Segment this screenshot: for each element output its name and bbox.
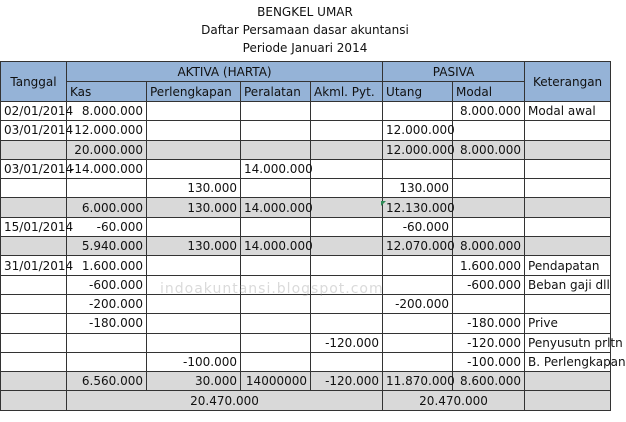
cell-utang[interactable]: 11.870.000 [383,372,453,391]
cell-keterangan[interactable] [525,179,611,198]
cell-kas[interactable]: 1.600.000 [67,256,147,275]
cell-akml-pyt[interactable] [311,198,383,217]
table-row [1,275,611,294]
cell-peralatan[interactable] [241,294,311,313]
cell-date[interactable]: 15/01/2014 [1,217,67,236]
cell-perlengkapan[interactable]: 130.000 [147,198,241,217]
cell-keterangan[interactable] [525,372,611,391]
total-pasiva[interactable]: 20.470.000 [383,391,525,410]
table-body [1,102,626,391]
cell-date[interactable] [1,372,67,391]
cell-modal[interactable] [453,198,525,217]
cell-akml-pyt[interactable] [311,102,383,121]
cell-date[interactable] [1,275,67,294]
cell-peralatan[interactable] [241,179,311,198]
header-modal[interactable]: Modal [453,82,525,102]
table-row [1,256,611,275]
header-utang[interactable]: Utang [383,82,453,102]
cell-utang[interactable] [383,159,453,178]
cell-keterangan[interactable]: Pendapatan [525,256,611,275]
cell-kas[interactable] [67,333,147,352]
cell-perlengkapan[interactable]: -100.000 [147,352,241,371]
cell-keterangan[interactable] [525,121,611,140]
table-row [1,179,611,198]
table-row [1,352,611,371]
cell-keterangan[interactable]: Beban gaji dll [525,275,611,294]
cell-date[interactable] [1,352,67,371]
cell-utang[interactable]: 12.070.000 [383,237,453,256]
header-pasiva[interactable]: PASIVA [383,62,525,82]
cell-kas[interactable] [67,179,147,198]
cell-akml-pyt[interactable] [311,121,383,140]
subtotal-row [1,198,611,217]
table-row [1,294,611,313]
cell-keterangan[interactable]: Prive [525,314,611,333]
cell-utang[interactable] [383,102,453,121]
header-perlengkapan[interactable]: Perlengkapan [147,82,241,102]
subtotal-row [1,372,611,391]
cell-modal[interactable]: 8.000.000 [453,140,525,159]
cell-modal[interactable]: -120.000 [453,333,525,352]
total-aktiva[interactable]: 20.470.000 [67,391,383,410]
cell-empty[interactable] [525,391,611,410]
cell-kas[interactable]: 6.560.000 [67,372,147,391]
cell-modal[interactable] [453,121,525,140]
table-row [1,121,611,140]
cell-perlengkapan[interactable] [147,140,241,159]
cell-akml-pyt[interactable] [311,256,383,275]
cell-keterangan[interactable] [525,217,611,236]
cell-kas[interactable]: -180.000 [67,314,147,333]
cell-perlengkapan[interactable] [147,159,241,178]
cell-utang[interactable]: 12.000.000 [383,140,453,159]
report-title: Daftar Persamaan dasar akuntansi [201,23,409,37]
cell-peralatan[interactable]: 14.000.000 [241,237,311,256]
cell-kas[interactable]: 8.000.000 [67,102,147,121]
cell-modal[interactable]: -600.000 [453,275,525,294]
cell-keterangan[interactable]: B. Perlengkapan [525,352,611,371]
cell-perlengkapan[interactable] [147,102,241,121]
cell-date[interactable]: 31/01/2014 [1,256,67,275]
header-keterangan[interactable]: Keterangan [525,62,611,102]
cell-akml-pyt[interactable] [311,237,383,256]
cell-date[interactable]: 03/01/2014 [1,159,67,178]
subtotal-row [1,237,611,256]
cell-date[interactable] [1,294,67,313]
table-row [1,217,611,236]
cell-utang[interactable]: 12.000.000 [383,121,453,140]
cell-peralatan[interactable] [241,314,311,333]
cell-keterangan[interactable] [525,140,611,159]
cell-kas[interactable]: 20.000.000 [67,140,147,159]
cell-akml-pyt[interactable] [311,140,383,159]
cell-modal[interactable]: -180.000 [453,314,525,333]
cell-peralatan[interactable] [241,140,311,159]
header-peralatan[interactable]: Peralatan [241,82,311,102]
cell-utang[interactable]: 12.130.000 [383,198,453,217]
cell-peralatan[interactable] [241,102,311,121]
cell-perlengkapan[interactable] [147,121,241,140]
cell-perlengkapan[interactable]: 130.000 [147,179,241,198]
cell-utang[interactable]: -200.000 [383,294,453,313]
cell-date[interactable] [1,314,67,333]
cell-peralatan[interactable] [241,121,311,140]
cell-keterangan[interactable] [525,237,611,256]
cell-peralatan[interactable] [241,333,311,352]
cell-keterangan[interactable] [525,198,611,217]
report-period: Periode Januari 2014 [242,41,368,55]
cell-perlengkapan[interactable]: 130.000 [147,237,241,256]
cell-modal[interactable] [453,159,525,178]
header-akml-pyt[interactable]: Akml. Pyt. [311,82,383,102]
cell-perlengkapan[interactable] [147,256,241,275]
cell-keterangan[interactable] [525,294,611,313]
watermark-text: indoakuntansi.blogspot.com [160,281,384,297]
table-row [1,314,611,333]
cell-date[interactable] [1,333,67,352]
cell-akml-pyt[interactable] [311,294,383,313]
cell-modal[interactable] [453,294,525,313]
cell-perlengkapan[interactable]: 30.000 [147,372,241,391]
cell-utang[interactable] [383,352,453,371]
cell-modal[interactable]: 1.600.000 [453,256,525,275]
cell-utang[interactable]: -60.000 [383,217,453,236]
header-tanggal[interactable]: Tanggal [1,62,67,102]
cell-kas[interactable]: -60.000 [67,217,147,236]
cell-akml-pyt[interactable] [311,179,383,198]
cell-akml-pyt[interactable] [311,159,383,178]
cell-comment-marker [381,201,386,206]
cell-date[interactable]: 03/01/2014 [1,121,67,140]
cell-modal[interactable]: 8.000.000 [453,102,525,121]
cell-peralatan[interactable]: 14.000.000 [241,198,311,217]
cell-date[interactable] [1,237,67,256]
cell-keterangan[interactable] [525,159,611,178]
table-row [1,159,611,178]
table-row [1,333,611,352]
cell-utang[interactable] [383,275,453,294]
subtotal-row [1,140,611,159]
cell-akml-pyt[interactable] [311,352,383,371]
cell-kas[interactable]: -200.000 [67,294,147,313]
cell-modal[interactable] [453,179,525,198]
cell-akml-pyt[interactable] [311,217,383,236]
cell-utang[interactable] [383,314,453,333]
report-header [0,0,610,61]
cell-date[interactable]: 02/01/2014 [1,102,67,121]
cell-modal[interactable]: 8.600.000 [453,372,525,391]
cell-keterangan[interactable]: Penyusutn prltn [525,333,611,352]
cell-akml-pyt[interactable] [311,275,383,294]
cell-perlengkapan[interactable] [147,275,241,294]
cell-perlengkapan[interactable] [147,294,241,313]
cell-date[interactable] [1,198,67,217]
cell-kas[interactable]: 5.940.000 [67,237,147,256]
cell-modal[interactable] [453,217,525,236]
grand-total-row [1,391,611,410]
cell-utang[interactable] [383,333,453,352]
cell-peralatan[interactable] [241,217,311,236]
cell-kas[interactable]: -600.000 [67,275,147,294]
cell-modal[interactable]: 8.000.000 [453,237,525,256]
company-name: BENGKEL UMAR [257,5,353,19]
cell-peralatan[interactable] [241,275,311,294]
cell-peralatan[interactable]: 14000000 [241,372,311,391]
cell-date[interactable] [1,179,67,198]
table-row [1,102,611,121]
cell-kas[interactable]: -14.000.000 [67,159,147,178]
cell-kas[interactable]: 6.000.000 [67,198,147,217]
header-kas[interactable]: Kas [67,82,147,102]
cell-date[interactable] [1,140,67,159]
cell-kas[interactable] [67,352,147,371]
cell-akml-pyt[interactable] [311,314,383,333]
cell-perlengkapan[interactable] [147,333,241,352]
cell-utang[interactable]: 130.000 [383,179,453,198]
accounting-equation-table [0,61,626,411]
cell-peralatan[interactable] [241,352,311,371]
cell-empty[interactable] [1,391,67,410]
cell-akml-pyt[interactable]: -120.000 [311,333,383,352]
cell-peralatan[interactable]: 14.000.000 [241,159,311,178]
cell-peralatan[interactable] [241,256,311,275]
cell-modal[interactable]: -100.000 [453,352,525,371]
header-aktiva[interactable]: AKTIVA (HARTA) [67,62,383,82]
cell-akml-pyt[interactable]: -120.000 [311,372,383,391]
cell-perlengkapan[interactable] [147,217,241,236]
cell-kas[interactable]: 12.000.000 [67,121,147,140]
cell-utang[interactable] [383,256,453,275]
cell-keterangan[interactable]: Modal awal [525,102,611,121]
cell-perlengkapan[interactable] [147,314,241,333]
